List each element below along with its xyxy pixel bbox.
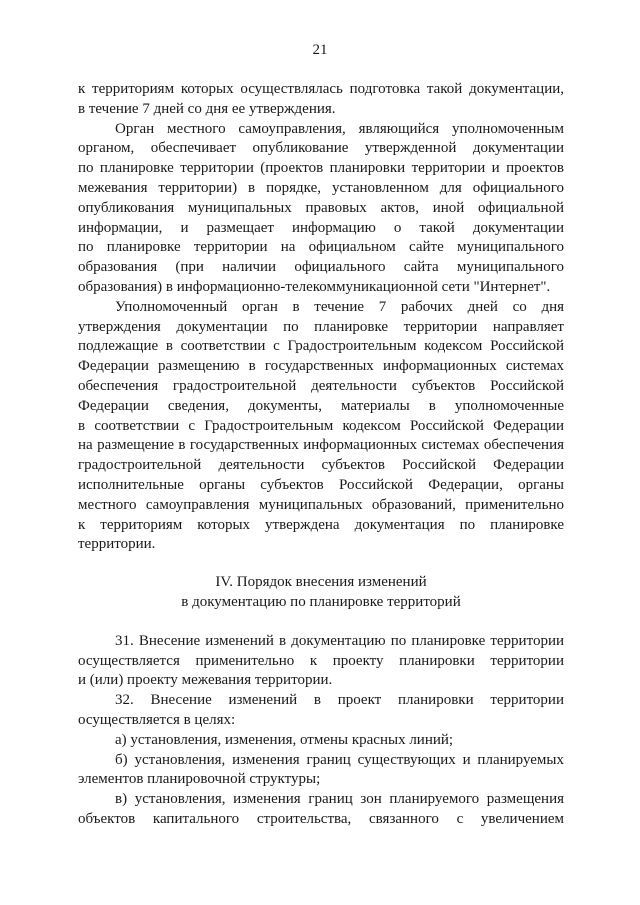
page-number: 21 bbox=[312, 42, 328, 58]
text-line: Орган местного самоуправления, являющийся уполномоченным bbox=[115, 120, 564, 137]
document-body bbox=[78, 80, 564, 830]
paragraph bbox=[78, 632, 564, 691]
text-line: образования) в информационно-телекоммуникационной сети "Интернет". bbox=[78, 278, 551, 295]
text-line: Федерации размещению в государственных информационных системах bbox=[78, 358, 564, 375]
text-line: обеспечения градостроительной деятельности субъектов Российской bbox=[78, 377, 564, 394]
paragraph bbox=[78, 298, 564, 555]
paragraph bbox=[78, 691, 564, 731]
section-heading bbox=[78, 573, 564, 613]
text-line: на размещение в государственных информационных системах обеспечения bbox=[78, 437, 564, 454]
text-line: объектов капитального строительства, связанного с увеличением bbox=[78, 810, 564, 827]
paragraph bbox=[78, 751, 564, 791]
text-line: осуществляется в целях: bbox=[78, 711, 236, 728]
text-line: в соответствии с Градостроительным кодексом Российской Федерации bbox=[78, 417, 564, 434]
paragraph-group-top bbox=[78, 80, 564, 555]
text-line: территории. bbox=[78, 536, 156, 553]
text-line: 32. Внесение изменений в проект планировки территории bbox=[115, 692, 564, 709]
paragraph bbox=[78, 80, 564, 120]
text-line: к территориям которых осуществлялась подготовка такой документации, bbox=[78, 81, 564, 97]
text-line: исполнительные органы субъектов Российской Федерации, органы bbox=[78, 476, 564, 493]
section-heading-line-2: в документацию по планировке территорий bbox=[181, 593, 461, 610]
text-line: подлежащие в соответствии с Градостроительным кодексом Российской bbox=[78, 338, 564, 355]
text-line: в) установления, изменения границ зон планируемого размещения bbox=[115, 791, 564, 808]
text-line: местного самоуправления муниципальных образований, применительно bbox=[78, 496, 564, 513]
text-line: органом, обеспечивает опубликование утвержденной документации bbox=[78, 140, 564, 157]
section-heading-line-1: IV. Порядок внесения изменений bbox=[215, 574, 427, 591]
text-line: и (или) проекту межевания территории. bbox=[78, 672, 333, 689]
paragraph-group-bottom bbox=[78, 632, 564, 830]
text-line: осуществляется применительно к проекту планировки территории bbox=[78, 652, 564, 669]
text-line: Федерации сведения, документы, материалы в уполномоченные bbox=[78, 397, 564, 414]
text-line: по планировке территории (проектов планировки территории и проектов bbox=[78, 160, 564, 177]
text-line: утверждения документации по планировке территории направляет bbox=[78, 318, 564, 335]
text-line: к территориям которых утверждена документация по планировке bbox=[78, 516, 564, 533]
text-line: градостроительной деятельности субъектов Российской Федерации bbox=[78, 457, 564, 474]
text-line: элементов планировочной структуры; bbox=[78, 771, 321, 788]
text-line: образования (при наличии официального сайта муниципального bbox=[78, 259, 564, 276]
text-line: в течение 7 дней со дня ее утверждения. bbox=[78, 100, 336, 117]
text-line: по планировке территории на официальном сайте муниципального bbox=[78, 239, 564, 256]
paragraph bbox=[78, 731, 564, 751]
text-line: 31. Внесение изменений в документацию по планировке территории bbox=[115, 632, 564, 649]
text-line: опубликования муниципальных правовых актов, иной официальной bbox=[78, 199, 564, 216]
text-line: информации, и размещает информацию о такой документации bbox=[78, 219, 564, 236]
text-line: б) установления, изменения границ существующих и планируемых bbox=[115, 751, 564, 768]
text-line: а) установления, изменения, отмены красных линий; bbox=[115, 731, 454, 748]
paragraph bbox=[78, 790, 564, 830]
text-line: межевания территории) в порядке, установленном для официального bbox=[78, 179, 564, 196]
paragraph bbox=[78, 120, 564, 298]
text-line: Уполномоченный орган в течение 7 рабочих дней со дня bbox=[115, 298, 564, 315]
